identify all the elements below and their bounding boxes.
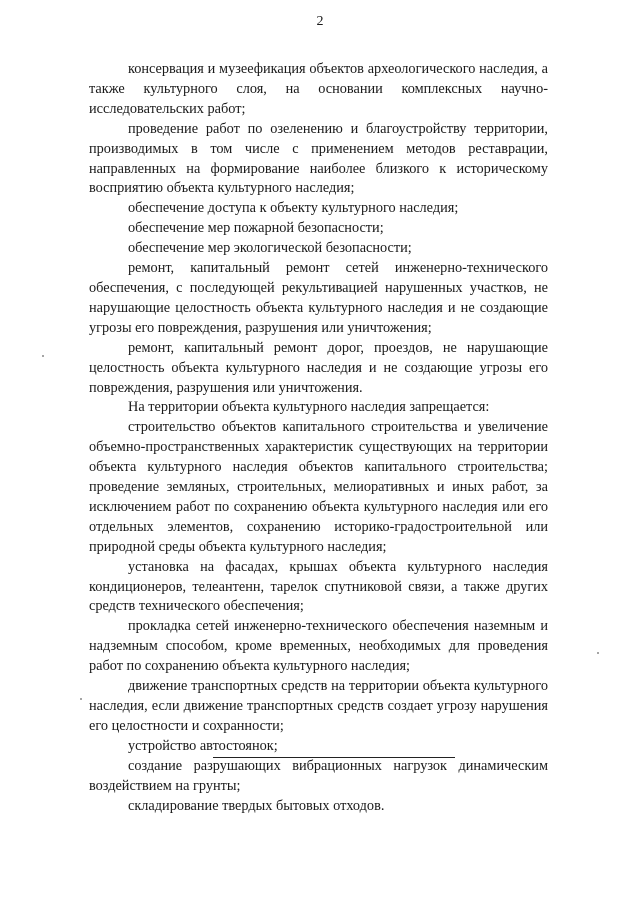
paragraph: складирование твердых бытовых отходов. [128, 797, 385, 814]
scan-speck [80, 698, 82, 700]
paragraph: создание разрушающих вибрационных нагрузок динамическим воздействием на грунты; [89, 757, 548, 794]
page-number: 2 [316, 14, 324, 29]
end-divider [213, 757, 455, 758]
paragraph: ремонт, капитальный ремонт сетей инженерно-технического обеспечения, с последующей рекультивацией нарушенных участков, не нарушающие целостность объекта культурного наследия и не создающие угрозы его повреждения, разрушения или уничтожения; [89, 260, 548, 336]
scan-speck [597, 652, 599, 654]
paragraph: проведение работ по озеленению и благоустройству территории, производимых в том числе с применением методов реставрации, направленных на формирование наиболее близкого к историческому восприятию объекта культурного наследия; [89, 120, 548, 197]
scan-speck [42, 355, 44, 357]
paragraph: На территории объекта культурного наследия запрещается: [128, 399, 490, 416]
paragraph: консервация и музеефикация объектов археологического наследия, а также культурного слоя, на основании комплексных научно-исследовательских работ; [89, 61, 548, 117]
document-body [89, 60, 548, 816]
paragraph: строительство объектов капитального строительства и увеличение объемно-пространственных характеристик существующих на территории объекта культурного наследия объектов капитального строительства; проведение земляных, строительных, мелиоративных и иных работ, за исключением работ по сохранению объекта культурного наследия или его отдельных элементов, сохранению историко-градостроительной или природной среды объекта культурного наследия; [89, 419, 548, 555]
paragraph: обеспечение мер экологической безопасности; [128, 240, 412, 257]
paragraph: обеспечение мер пожарной безопасности; [128, 220, 384, 237]
paragraph: обеспечение доступа к объекту культурного наследия; [128, 200, 459, 217]
paragraph: движение транспортных средств на территории объекта культурного наследия, если движение транспортных средств создает угрозу нарушения его целостности и сохранности; [89, 678, 548, 734]
paragraph: устройство автостоянок; [128, 737, 278, 754]
paragraph: прокладка сетей инженерно-технического обеспечения наземным и надземным способом, кроме временных, необходимых для проведения работ по сохранению объекта культурного наследия; [89, 618, 548, 675]
paragraph: установка на фасадах, крышах объекта культурного наследия кондиционеров, телеантенн, тарелок спутниковой связи, а также других средств технического обеспечения; [89, 558, 548, 615]
paragraph: ремонт, капитальный ремонт дорог, проездов, не нарушающие целостность объекта культурного наследия и не создающие угрозы его повреждения, разрушения или уничтожения. [89, 339, 548, 396]
